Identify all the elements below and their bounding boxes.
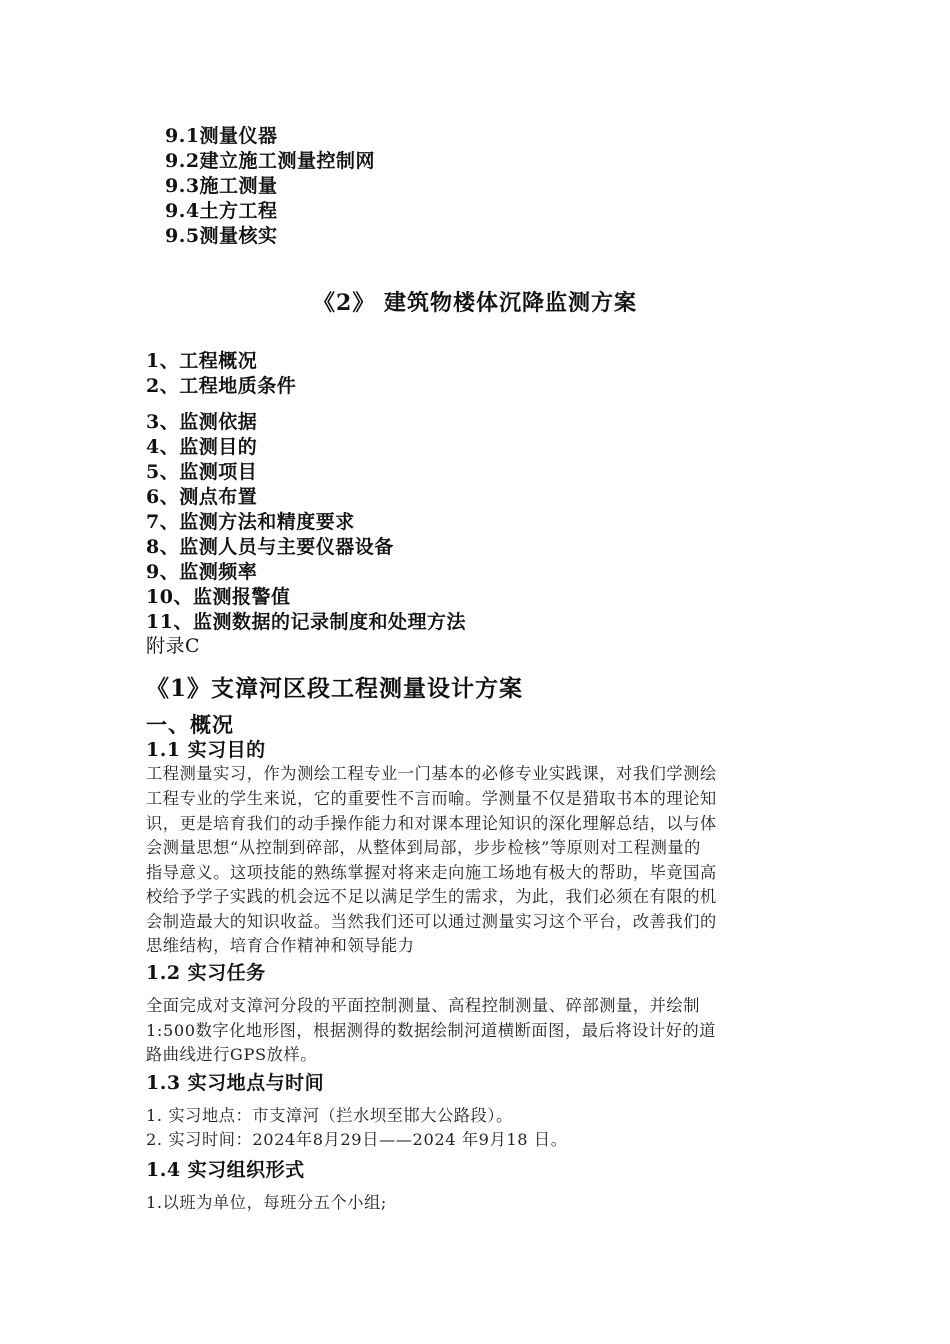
heading-1-4: 1.4 实习组织形式 [146, 1159, 305, 1181]
paragraph-line: 2. 实习时间：2024年8月29日——2024 年9月18 日。 [146, 1130, 568, 1149]
toc2-item: 2、工程地质条件 [146, 375, 297, 397]
paragraph-line: 会制造最大的知识收益。当然我们还可以通过测量实习这个平台，改善我们的 [146, 912, 717, 931]
doc2-title: 《2》 建筑物楼体沉降监测方案 [313, 290, 637, 316]
heading-1-2: 1.2 实习任务 [146, 962, 266, 984]
toc2-item: 10、监测报警值 [146, 586, 291, 608]
paragraph-line: 思维结构，培育合作精神和领导能力 [146, 936, 415, 955]
paragraph-line: 1:500数字化地形图，根据测得的数据绘制河道横断面图，最后将设计好的道 [146, 1021, 717, 1040]
toc-item-9-5: 9.5测量核实 [165, 225, 278, 247]
heading-1-1: 1.1 实习目的 [146, 739, 266, 761]
section-heading-overview: 一、概况 [146, 712, 234, 737]
toc2-item: 8、监测人员与主要仪器设备 [146, 536, 394, 558]
toc2-item: 3、监测依据 [146, 411, 258, 433]
toc2-item: 9、监测频率 [146, 561, 258, 583]
paragraph-line: 识，更是培育我们的动手操作能力和对课本理论知识的深化理解总结，以与体 [146, 814, 717, 833]
paragraph-line: 1. 实习地点：市支漳河（拦水坝至邯大公路段）。 [146, 1106, 513, 1125]
toc2-item: 7、监测方法和精度要求 [146, 511, 355, 533]
toc2-item: 1、工程概况 [146, 350, 258, 372]
paragraph-line: 工程专业的学生来说，它的重要性不言而喻。学测量不仅是猎取书本的理论知 [146, 789, 717, 808]
toc2-item-appendix: 附录C [146, 635, 201, 657]
paragraph-line: 会测量思想“从控制到碎部，从整体到局部，步步检核”等原则对工程测量的 [146, 838, 701, 857]
toc2-item: 4、监测目的 [146, 436, 258, 458]
toc-item-9-4: 9.4土方工程 [165, 200, 278, 222]
paragraph-line: 全面完成对支漳河分段的平面控制测量、高程控制测量、碎部测量，并绘制 [146, 996, 700, 1015]
paragraph-line: 指导意义。这项技能的熟练掌握对将来走向施工场地有极大的帮助，毕竟国高 [146, 863, 717, 882]
toc2-item: 5、监测项目 [146, 461, 258, 483]
toc2-item: 6、测点布置 [146, 486, 258, 508]
toc-item-9-2: 9.2建立施工测量控制网 [165, 150, 376, 172]
toc2-item: 11、监测数据的记录制度和处理方法 [146, 611, 466, 633]
toc-item-9-3: 9.3施工测量 [165, 175, 278, 197]
paragraph-line: 路曲线进行GPS放样。 [146, 1045, 318, 1064]
paragraph-line: 工程测量实习，作为测绘工程专业一门基本的必修专业实践课，对我们学测绘 [146, 764, 717, 783]
heading-1-3: 1.3 实习地点与时间 [146, 1072, 325, 1094]
doc1-title: 《1》支漳河区段工程测量设计方案 [146, 675, 524, 702]
toc-item-9-1: 9.1测量仪器 [165, 125, 278, 147]
paragraph-line: 校给予学子实践的机会远不足以满足学生的需求，为此，我们必须在有限的机 [146, 887, 717, 906]
paragraph-line: 1.以班为单位，每班分五个小组; [146, 1193, 387, 1212]
